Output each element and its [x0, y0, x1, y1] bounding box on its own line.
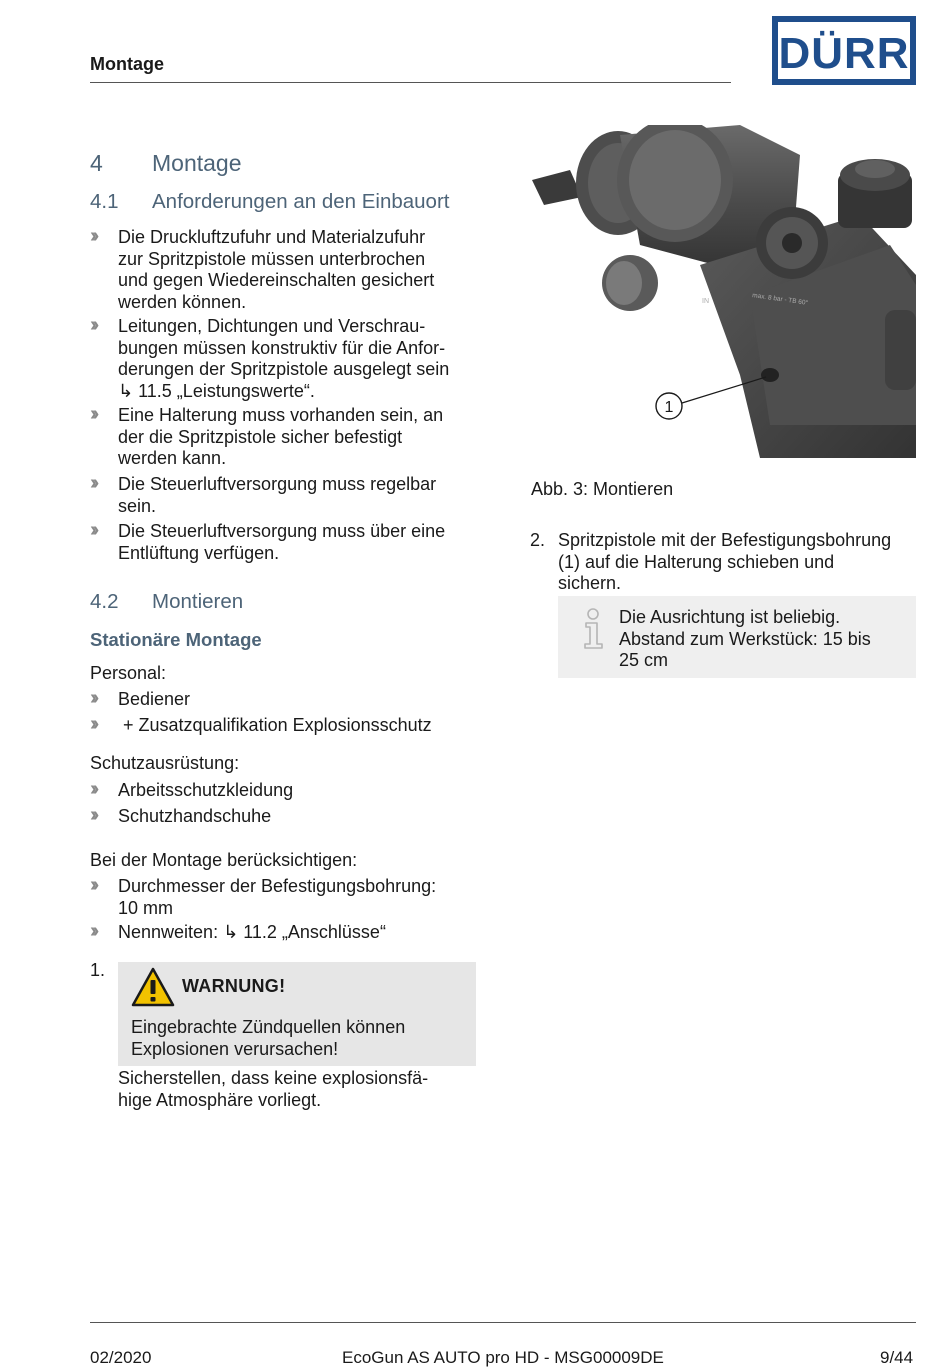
- step-instruction: Sicherstellen, dass keine explosionsfä- hige Atmosphäre vorliegt.: [118, 1068, 429, 1110]
- section-4-2-heading: [90, 590, 243, 614]
- bullet-chevron-icon: ››: [90, 804, 96, 826]
- running-header-title: Montage: [90, 54, 164, 74]
- logo-wordmark: DÜRR: [778, 29, 910, 78]
- cross-reference-link[interactable]: ↳ 11.5 „Leistungswerte“.: [118, 380, 315, 401]
- section-number: 4.2: [90, 590, 119, 613]
- bullet-chevron-icon: ››: [90, 225, 96, 247]
- list-item: ›› Die Steuerluftversorgung muss über eine Entlüftung verfügen.: [90, 519, 446, 563]
- warning-text: Eingebrachte Zündquellen können Explosionen verursachen!: [131, 1017, 406, 1059]
- list-item: ›› Eine Halterung muss vorhanden sein, an der die Spritzpistole sicher befestigt werden kann.: [90, 403, 444, 468]
- section-4-1-heading: [90, 190, 449, 214]
- footer-date: 02/2020: [90, 1348, 152, 1367]
- bullet-chevron-icon: ››: [90, 519, 96, 541]
- engraving-max-pressure: max. 8 bar - TB 60°: [751, 292, 809, 307]
- info-icon: [580, 608, 606, 650]
- footer-divider: [90, 1322, 916, 1323]
- bullet-chevron-icon: ››: [90, 472, 96, 494]
- list-item: ›› Die Steuerluftversorgung muss regelbar sein.: [90, 472, 437, 516]
- section-number: 4.1: [90, 190, 119, 213]
- header-divider: [90, 82, 731, 83]
- list-item: ›› Die Druckluftzufuhr und Materialzufuhr zur Spritzpistole müssen unterbrochen und gegen Wiedereinschalten gesichert werden können.: [90, 225, 435, 312]
- list-item: ›› Bediener: [90, 687, 191, 709]
- bullet-chevron-icon: ››: [90, 687, 96, 709]
- footer-page-number: 9/44: [880, 1348, 914, 1367]
- step-number: 1.: [90, 960, 106, 980]
- section-title: Anforderungen an den Einbauort: [152, 190, 450, 213]
- chapter-number: 4: [90, 150, 103, 176]
- bullet-chevron-icon: ››: [90, 314, 96, 336]
- bullet-chevron-icon: ››: [90, 778, 96, 800]
- reference-arrow-icon: ↳: [223, 922, 239, 942]
- durr-logo: [772, 16, 916, 85]
- engraving-in: IN: [702, 298, 709, 305]
- consider-label: Bei der Montage berücksichtigen:: [90, 850, 358, 870]
- chapter-heading: [90, 150, 242, 177]
- cross-reference-link[interactable]: ↳ 11.2 „Anschlüsse“: [223, 922, 386, 942]
- spray-gun-photo: [530, 125, 916, 458]
- list-item: ›› Nennweiten: ↳ 11.2 „Anschlüsse“: [90, 920, 386, 942]
- bullet-chevron-icon: ››: [90, 713, 96, 735]
- figure-caption: Abb. 3: Montieren: [531, 479, 674, 499]
- warning-title: WARNUNG!: [182, 976, 286, 996]
- step-instruction: Spritzpistole mit der Befestigungsbohrung (1) auf die Halterung schieben und sichern.: [558, 530, 892, 593]
- subsection-heading: Stationäre Montage: [90, 629, 262, 650]
- step-number: 2.: [530, 530, 546, 550]
- footer-document-id: EcoGun AS AUTO pro HD - MSG00009DE: [342, 1348, 664, 1367]
- chapter-title: Montage: [152, 150, 242, 176]
- bullet-chevron-icon: ››: [90, 874, 96, 896]
- reference-arrow-icon: ↳: [118, 380, 134, 401]
- list-item: ›› Arbeitsschutzkleidung: [90, 778, 294, 800]
- warning-triangle-icon: [131, 967, 175, 1007]
- info-note-text: Die Ausrichtung ist beliebig. Abstand zum Werkstück: 15 bis 25 cm: [619, 607, 871, 670]
- bullet-chevron-icon: ››: [90, 920, 96, 942]
- list-item: ›› Durchmesser der Befestigungsbohrung: 10 mm: [90, 874, 437, 918]
- section-title: Montieren: [152, 590, 244, 613]
- list-item: ›› + Zusatzqualifikation Explosionsschutz: [90, 713, 432, 735]
- personnel-label: Personal:: [90, 663, 167, 683]
- bullet-chevron-icon: ››: [90, 403, 96, 425]
- callout-number: 1: [664, 399, 674, 416]
- list-item: ›› Schutzhandschuhe: [90, 804, 272, 826]
- ppe-label: Schutzausrüstung:: [90, 753, 240, 773]
- list-item: ›› Leitungen, Dichtungen und Verschrau- bungen müssen konstruktiv für die Anfor- derungen der Spritzpistole ausgelegt sein ↳ 11.5 „Leistungswerte“.: [90, 314, 450, 401]
